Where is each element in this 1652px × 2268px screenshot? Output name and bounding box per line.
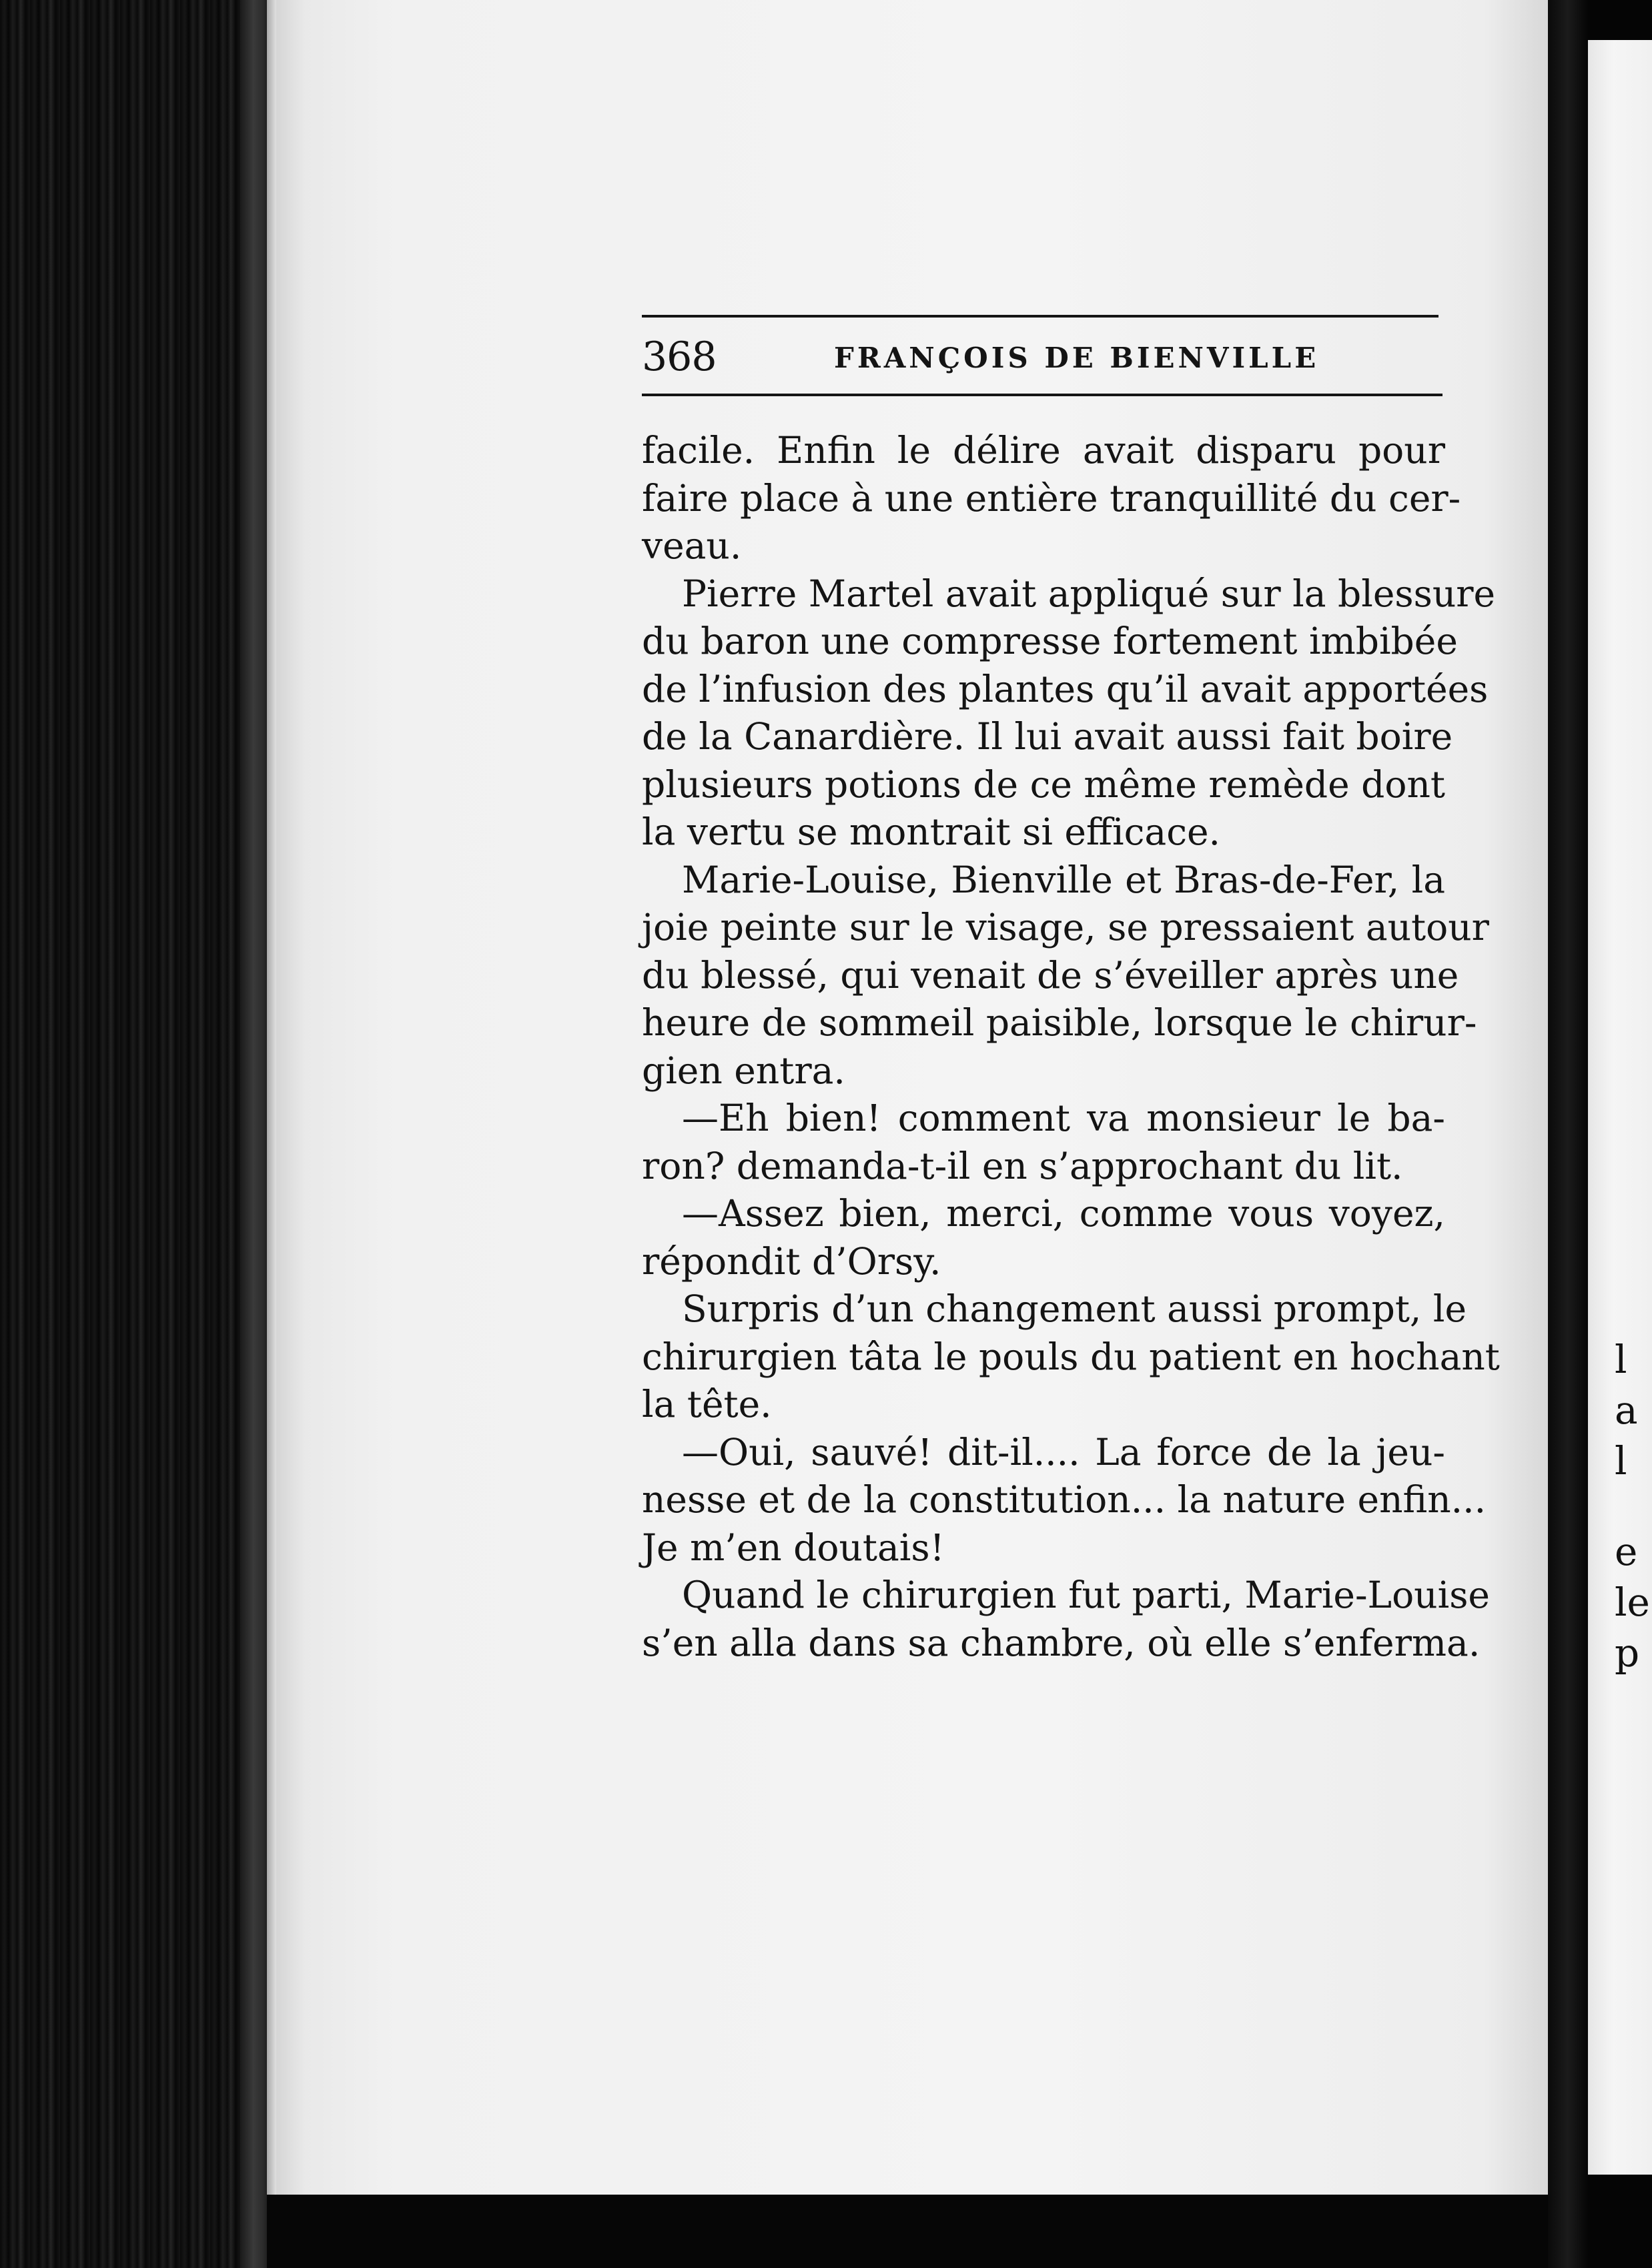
text-line: Pierre Martel avait appliqué sur la blessure xyxy=(682,572,1496,615)
text-line: la tête. xyxy=(642,1383,772,1426)
text-line: —Oui, sauvé! dit-il.... La force de la jeu- xyxy=(682,1430,1445,1474)
scan-bottom-edge xyxy=(267,2195,1548,2268)
adjacent-page-fragment: le xyxy=(1615,1580,1650,1625)
text-line: de la Canardière. Il lui avait aussi fait boire xyxy=(642,715,1453,758)
adjacent-page-fragment: e xyxy=(1615,1529,1638,1574)
text-line: gien entra. xyxy=(642,1049,845,1092)
text-line: Quand le chirurgien fut parti, Marie-Louise xyxy=(682,1574,1490,1616)
text-line: Je m’en doutais! xyxy=(642,1526,945,1569)
text-line: de l’infusion des plantes qu’il avait apportées xyxy=(642,667,1489,710)
text-line: chirurgien tâta le pouls du patient en hochant xyxy=(642,1335,1500,1378)
text-line: heure de sommeil paisible, lorsque le chirur- xyxy=(642,1001,1477,1044)
adjacent-page-fragment: p xyxy=(1615,1630,1640,1676)
text-line: la vertu se montrait si efficace. xyxy=(642,810,1221,853)
text-line: veau. xyxy=(642,524,742,567)
running-title: FRANÇOIS DE BIENVILLE xyxy=(834,342,1320,374)
text-line: Surpris d’un changement aussi prompt, le xyxy=(682,1287,1467,1330)
text-line: —Assez bien, merci, comme vous voyez, xyxy=(682,1192,1445,1235)
adjacent-page xyxy=(1588,40,1652,2175)
header-rule-bottom xyxy=(642,394,1442,396)
adjacent-page-text xyxy=(1615,1334,1650,1678)
text-line: du baron une compresse fortement imbibée xyxy=(642,620,1458,662)
page-number: 368 xyxy=(642,334,717,380)
text-line: s’en alla dans sa chambre, où elle s’enferma. xyxy=(642,1621,1481,1664)
text-line: —Eh bien! comment va monsieur le ba- xyxy=(682,1097,1445,1139)
text-line: nesse et de la constitution... la nature enfin... xyxy=(642,1478,1487,1521)
adjacent-page-fragment: a xyxy=(1615,1387,1638,1433)
text-line: du blessé, qui venait de s’éveiller après une xyxy=(642,953,1459,997)
header-rule-top xyxy=(642,315,1438,318)
text-line: ron? demanda-t-il en s’approchant du lit. xyxy=(642,1144,1403,1187)
text-line: plusieurs potions de ce même remède dont xyxy=(642,762,1445,806)
adjacent-page-fragment: l xyxy=(1615,1337,1627,1382)
text-line: répondit d’Orsy. xyxy=(642,1239,941,1283)
adjacent-page-fragment: l xyxy=(1615,1438,1627,1484)
page-inner-edge xyxy=(267,0,276,2195)
text-line: joie peinte sur le visage, se pressaient autour xyxy=(642,906,1489,949)
text-line: facile. Enfin le délire avait disparu pour xyxy=(642,429,1445,472)
book-spine xyxy=(0,0,267,2268)
page-gutter xyxy=(1548,0,1588,2268)
body-text xyxy=(642,427,1500,1667)
text-line: faire place à une entière tranquillité du cer- xyxy=(642,476,1461,520)
text-line: Marie-Louise, Bienville et Bras-de-Fer, la xyxy=(682,858,1445,901)
